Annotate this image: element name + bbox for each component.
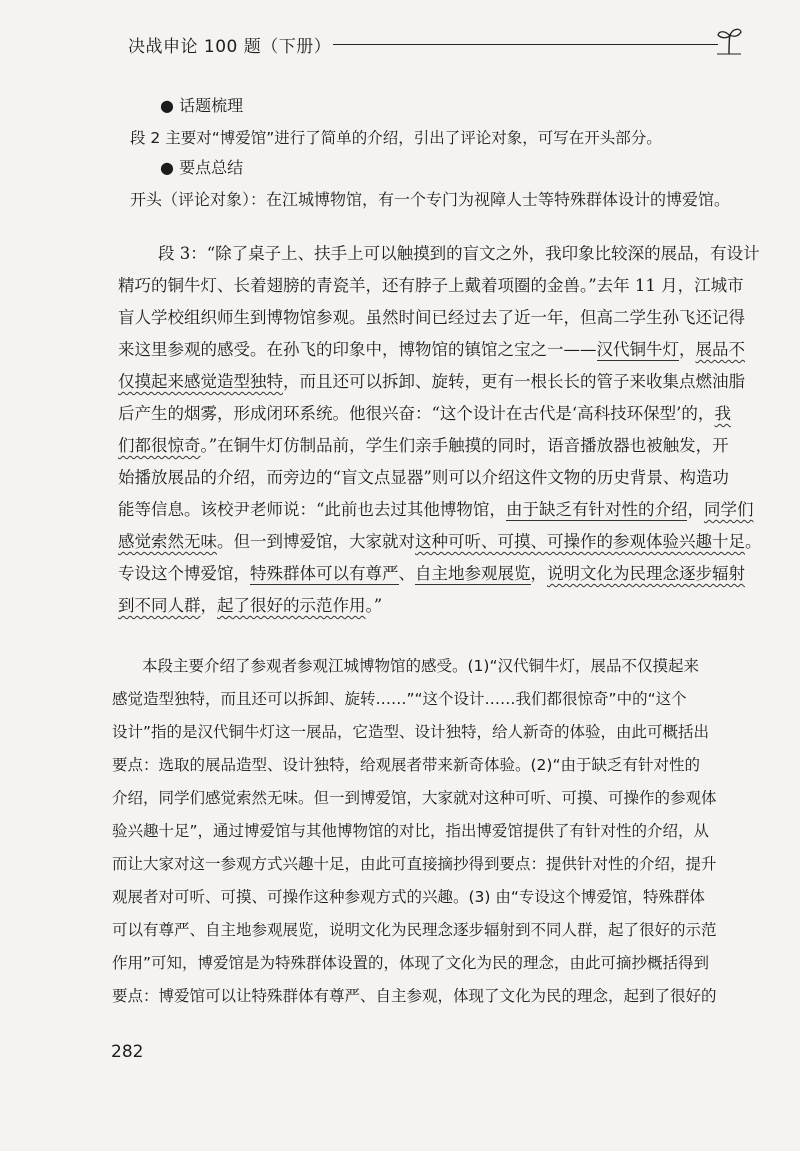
marked-phrase: 由于缺乏有针对性的介绍	[505, 500, 688, 519]
quote-text: 盲人学校组织师生到博物馆参观。虽然时间已经过去了近一年，但高二学生孙飞还记得	[118, 308, 745, 327]
marked-phrase: 汉代铜牛灯	[596, 340, 679, 359]
header-rule	[333, 44, 718, 45]
marked-phrase: 自主地参观展览	[415, 564, 531, 583]
quote-text: ，	[530, 564, 547, 583]
analysis-line: 设计”指的是汉代铜牛灯这一展品，它造型、设计独特，给人新奇的体验，由此可概括出	[112, 723, 710, 741]
quote-line	[118, 404, 731, 424]
quote-text: ，	[687, 500, 704, 519]
quote-text: ，	[200, 596, 217, 615]
marked-phrase: 展品不	[695, 340, 745, 359]
quote-line	[118, 532, 762, 552]
quote-line	[118, 564, 745, 584]
quote-text: 。”在铜牛灯仿制品前，学生们亲手触摸的同时，语音播放器也被触发，开	[200, 436, 729, 455]
quote-text: 。”	[365, 596, 383, 615]
marked-phrase: 感觉索然无味	[118, 532, 217, 551]
quote-text: 专设这个博爱馆，	[118, 564, 250, 583]
analysis-line: 要点：博爱馆可以让特殊群体有尊严、自主参观，体现了文化为民的理念，起到了很好的	[112, 987, 717, 1005]
analysis-line: 介绍，同学们感觉索然无味。但一到博爱馆，大家就对这种可听、可摸、可操作的参观体	[112, 789, 717, 807]
quote-text: 来这里参观的感受。在孙飞的印象中，博物馆的镇馆之宝之一——	[118, 340, 597, 359]
topic-heading	[160, 96, 243, 116]
quote-line	[118, 308, 745, 328]
quote-line	[118, 500, 753, 520]
analysis-line: 验兴趣十足”，通过博爱馆与其他博物馆的对比，指出博爱馆提供了有针对性的介绍，从	[112, 822, 710, 840]
quote-line	[118, 596, 382, 616]
quote-line	[118, 436, 729, 456]
bullet-icon: ●	[160, 158, 174, 177]
topic-text: 段 2 主要对“博爱馆”进行了简单的介绍，引出了评论对象，可写在开头部分。	[130, 129, 662, 147]
analysis-line: 要点：选取的展品造型、设计独特，给观展者带来新奇体验。(2)“由于缺乏有针对性的	[112, 756, 700, 774]
quote-text: 始播放展品的介绍，而旁边的“盲文点显器”则可以介绍这件文物的历史背景、构造功	[118, 468, 729, 487]
analysis-line: 作用”可知，博爱馆是为特殊群体设置的，体现了文化为民的理念，由此可摘抄概括得到	[112, 954, 710, 972]
quote-line	[118, 340, 745, 360]
quote-text: 、	[398, 564, 415, 583]
marked-phrase: 仅摸起来感觉造型独特	[118, 372, 283, 391]
quote-text: 精巧的铜牛灯、长着翅膀的青瓷羊，还有脖子上戴着项圈的金兽。”去年 11 月，江城市	[118, 276, 744, 295]
analysis-line: 观展者对可听、可摸、可操作这种参观方式的兴趣。(3) 由“专设这个博爱馆，特殊群体	[112, 888, 705, 906]
marked-phrase: 我	[714, 404, 731, 423]
points-heading-text: 要点总结	[179, 158, 244, 177]
quote-text: ，而且还可以拆卸、旋转，更有一根长长的管子来收集点燃油脂	[283, 372, 745, 391]
quote-text: 能等信息。该校尹老师说：“此前也去过其他博物馆，	[118, 500, 506, 519]
quote-line	[118, 468, 729, 488]
quote-text: 段 3：“除了桌子上、扶手上可以触摸到的盲文之外，我印象比较深的展品，有设计	[158, 244, 760, 263]
header-title: 决战申论 100 题（下册）	[128, 37, 332, 57]
marked-phrase: 起了很好的示范作用	[217, 596, 366, 615]
marked-phrase: 这种可听、可摸、可操作的参观体验兴趣十足	[415, 532, 745, 551]
quote-text: 后产生的烟雾，形成闭环系统。他很兴奋：“这个设计在古代是‘高科技环保型’的，	[118, 404, 715, 423]
points-heading	[160, 158, 243, 178]
marked-phrase: 到不同人群	[118, 596, 201, 615]
quote-text: 。但一到博爱馆，大家就对	[217, 532, 415, 551]
bullet-icon: ●	[160, 96, 174, 115]
analysis-line: 而让大家对这一参观方式兴趣十足，由此可直接摘抄得到要点：提供针对性的介绍，提升	[112, 855, 717, 873]
marked-phrase: 特殊群体可以有尊严	[250, 564, 399, 583]
marked-phrase: 同学们	[703, 500, 754, 519]
quote-text: 。	[745, 532, 762, 551]
analysis-line: 本段主要介绍了参观者参观江城博物馆的感受。(1)“汉代铜牛灯，展品不仅摸起来	[142, 657, 699, 675]
quote-line	[158, 244, 760, 264]
quote-text: ，	[679, 340, 696, 359]
marked-phrase: 们都很惊奇	[118, 436, 201, 455]
analysis-line: 可以有尊严、自主地参观展览，说明文化为民理念逐步辐射到不同人群，起了很好的示范	[112, 921, 717, 939]
quote-line	[118, 276, 744, 296]
points-text: 开头（评论对象）：在江城博物馆，有一个专门为视障人士等特殊群体设计的博爱馆。	[130, 190, 731, 209]
analysis-line: 感觉造型独特，而且还可以拆卸、旋转……”“这个设计……我们都很惊奇”中的“这个	[112, 690, 687, 708]
topic-heading-text: 话题梳理	[179, 96, 244, 115]
quote-line	[118, 372, 745, 392]
page-number: 282	[111, 1042, 144, 1062]
running-header	[128, 30, 743, 62]
sprout-icon	[715, 26, 743, 56]
marked-phrase: 说明文化为民理念逐步辐射	[547, 564, 745, 583]
